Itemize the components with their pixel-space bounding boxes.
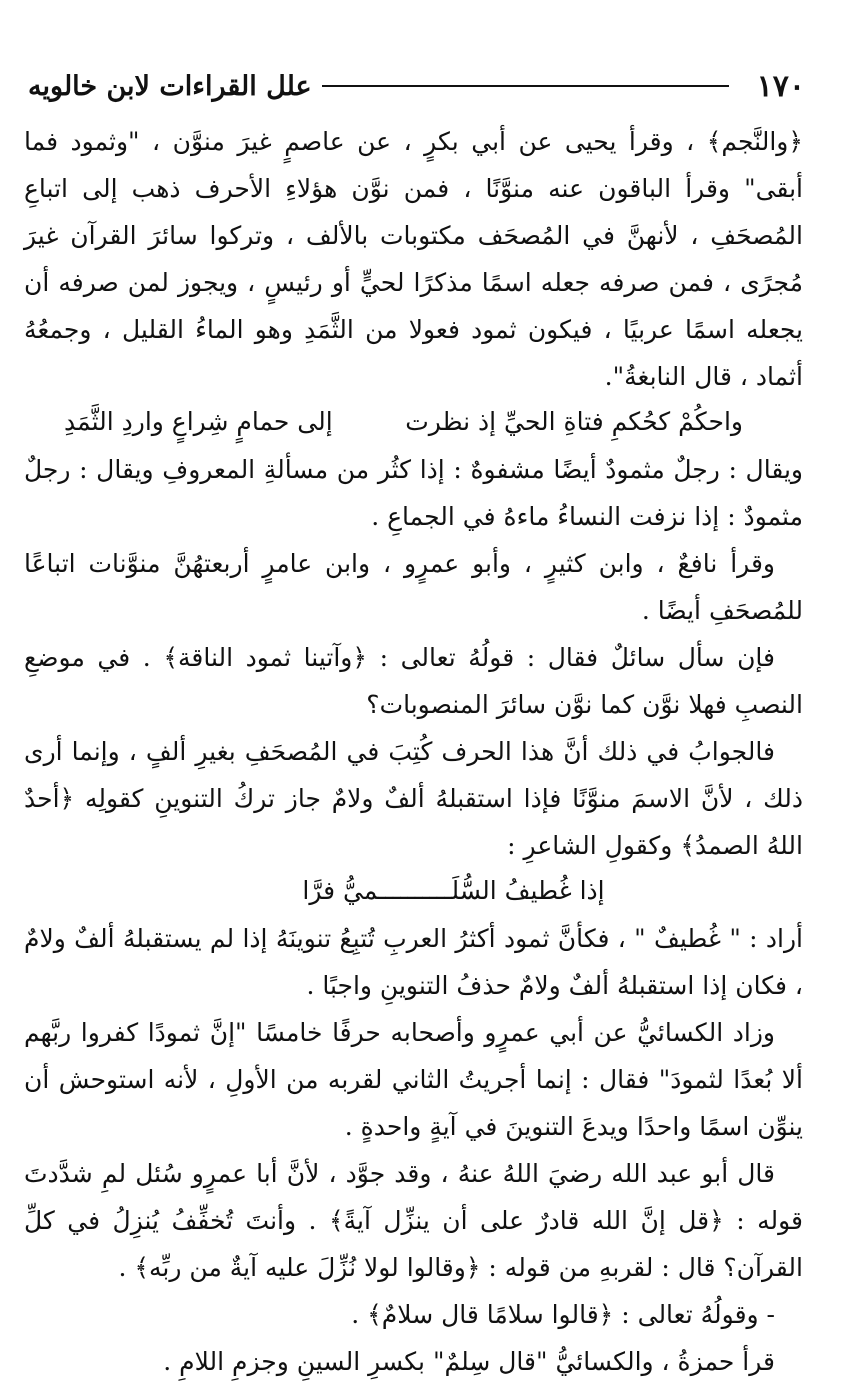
body-text (24, 118, 803, 1385)
paragraph: قرأ حمزةُ ، والكسائيُّ "قال سِلمٌ" بكسرِ السينِ وجزمِ اللامِ . (163, 1347, 775, 1376)
verse-line (24, 871, 803, 911)
page-number: ١٧٠ (756, 68, 805, 104)
verse-hemistich: إذا غُطيفُ السُّلَــــــــــميُّ فرَّا (302, 876, 605, 905)
paragraph: وزاد الكسائيُّ عن أبي عمرٍو وأصحابه حرفًا خامسًا "إنَّ ثمودًا كفروا ربَّهم ألا بُعدًا لثمودَ" فقال : إنما أجريتُ الثاني لقربه من الأولِ ، لأنه استوحش أن ينوِّن اسمًا واحدًا ويدعَ التنوينَ في آيةٍ واحدةٍ . (24, 1018, 803, 1141)
verse-hemistich: واحكُمْ كحُكمِ فتاةِ الحيِّ إذ نظرت (405, 407, 743, 436)
paragraph: فالجوابُ في ذلك أنَّ هذا الحرف كُتِبَ في المُصحَفِ بغيرِ ألفٍ ، وإنما أرى ذلك ، لأنَّ الاسمَ منوَّنًا فإذا استقبلهُ ألفٌ ولامٌ جاز تركُ التنوينِ كقولِه ﴿أحدٌ اللهُ الصمدُ﴾ وكقولِ الشاعرِ : (24, 737, 803, 860)
header-rule (322, 85, 729, 87)
paragraph: - وقولُهُ تعالى : ﴿قالوا سلامًا قال سلامٌ﴾ . (351, 1300, 775, 1329)
paragraph: ويقال : رجلٌ مثمودٌ أيضًا مشفوهٌ : إذا كثُر من مسألةِ المعروفِ ويقال : رجلٌ مثمودٌ : إذا نزفت النساءُ ماءهُ في الجماعِ . (24, 455, 803, 531)
verse-hemistich: إلى حمامٍ شِراعٍ واردِ الثَّمَدِ (64, 407, 333, 436)
page-header (28, 66, 805, 106)
verse-line (24, 402, 803, 442)
paragraph: أراد : " غُطيفٌ " ، فكأنَّ ثمود أكثرُ العربِ تُتبِعُ تنوينَهُ إذا لم يستقبلهُ ألفٌ ولامٌ ، فكان إذا استقبلهُ ألفٌ ولامٌ حذفُ التنوينِ واجبًا . (24, 924, 803, 1000)
paragraph: قال أبو عبد الله رضيَ اللهُ عنهُ ، وقد جوَّد ، لأنَّ أبا عمرٍو سُئل لمِ شدَّدتَ قوله : ﴿قل إنَّ الله قادرٌ على أن ينزِّل آيةً﴾ . وأنتَ تُخفِّفُ يُنزِلُ في كلِّ القرآن؟ قال : لقربهِ من قوله : ﴿وقالوا لولا نُزِّلَ عليه آيةٌ من ربِّه﴾ . (24, 1159, 803, 1282)
paragraph: وقرأ نافعٌ ، وابن كثيرٍ ، وأبو عمرٍو ، وابن عامرٍ أربعتهُنَّ منوَّنات اتباعًا للمُصحَفِ أيضًا . (24, 549, 803, 625)
paragraph: ﴿والنَّجم﴾ ، وقرأ يحيى عن أبي بكرٍ ، عن عاصمٍ غيرَ منوَّن ، "وثمود فما أبقى" وقرأ الباقون عنه منوَّنًا ، فمن نوَّن هؤلاءِ الأحرف ذهب إلى اتباعِ المُصحَفِ ، لأنهنَّ في المُصحَف مكتوبات بالألف ، وتركوا سائرَ القرآن غيرَ مُجرًى ، فمن صرفه جعله اسمًا مذكرًا لحيٍّ أو رئيسٍ ، ويجوز لمن صرفه أن يجعله اسمًا عربيًا ، فيكون ثمود فعولا من الثَّمَدِ وهو الماءُ القليل ، وجمعُهُ أثماد ، قال النابغةُ". (24, 127, 803, 391)
paragraph: فإن سأل سائلٌ فقال : قولُهُ تعالى : ﴿وآتينا ثمود الناقة﴾ . في موضعِ النصبِ فهلا نوَّن كما نوَّن سائرَ المنصوبات؟ (24, 643, 803, 719)
running-title: علل القراءات لابن خالويه (28, 70, 312, 102)
